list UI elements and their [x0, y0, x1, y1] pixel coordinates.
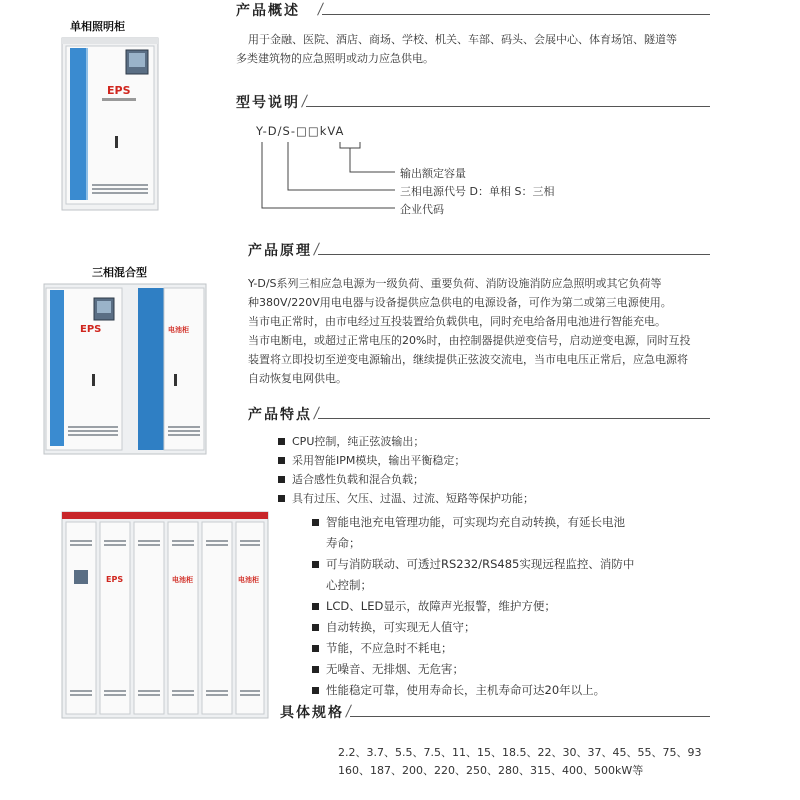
- eps-logo: EPS: [107, 84, 131, 97]
- feature-item: 寿命；: [326, 536, 361, 550]
- battery-cabinet-logo: 电池柜: [172, 576, 193, 584]
- feature-item: 适合感性负载和混合负载；: [276, 470, 534, 489]
- single-phase-cabinet-label: 单相照明柜: [70, 20, 125, 33]
- feature-item: 心控制；: [326, 578, 372, 592]
- battery-cabinet-logo: 电池柜: [168, 326, 189, 334]
- battery-cabinet-logo: 电池柜: [238, 576, 259, 584]
- single-phase-cabinet-image: [60, 36, 160, 212]
- model-item-capacity: 输出额定容量: [400, 167, 466, 180]
- overview-line-1: 用于金融、医院、酒店、商场、学校、机关、车部、码头、会展中心、体育场馆、隧道等: [248, 33, 677, 46]
- feature-item: LCD、LED显示，故障声光报警，维护方便；: [310, 596, 634, 617]
- principle-line: 当市电断电，或超过正常电压的20%时，由控制器提供逆变信号，启动逆变电源，同时互投: [248, 334, 691, 347]
- eps-logo: EPS: [106, 575, 124, 584]
- multi-cabinet-image: [60, 510, 270, 720]
- model-bracket-lines: [250, 140, 400, 215]
- principle-title: 产品原理: [248, 243, 312, 259]
- overview-line-2: 多类建筑物的应急照明或动力应急供电。: [236, 52, 434, 65]
- eps-logo: EPS: [80, 324, 102, 335]
- three-phase-cabinet-image: [42, 282, 210, 458]
- feature-item: 节能，不应急时不耗电；: [310, 638, 634, 659]
- features-list-2: [310, 512, 634, 701]
- principle-line: 种380V/220V用电电器与设备提供应急供电的电源设备，可作为第二或第三电源使用。: [248, 296, 672, 309]
- three-phase-cabinet-label: 三相混合型: [92, 266, 147, 279]
- model-code: Y-D/S-□□kVA: [256, 124, 345, 138]
- principle-line: 当市电正常时，由市电经过互投装置给负载供电，同时充电给备用电池进行智能充电。: [248, 315, 666, 328]
- specs-line-1: 2.2、3.7、5.5、7.5、11、15、18.5、22、30、37、45、55、75、93: [338, 746, 702, 759]
- principle-text: [248, 274, 690, 388]
- feature-item: 无噪音、无排烟、无危害；: [310, 659, 634, 680]
- specs-title: 具体规格: [280, 705, 344, 721]
- overview-title: 产品概述: [236, 3, 300, 19]
- features-list-1: [276, 432, 534, 508]
- specs-line-2: 160、187、200、220、250、280、315、400、500kW等: [338, 764, 644, 777]
- features-title: 产品特点: [248, 407, 312, 423]
- principle-line: 自动恢复电网供电。: [248, 372, 347, 385]
- model-title: 型号说明: [236, 95, 300, 111]
- feature-item: 智能电池充电管理功能，可实现均充自动转换，有延长电池: [310, 512, 634, 533]
- feature-item: 性能稳定可靠，使用寿命长，主机寿命可达20年以上。: [310, 680, 634, 701]
- principle-line: Y-D/S系列三相应急电源为一级负荷、重要负荷、消防设施消防应急照明或其它负荷等: [248, 277, 662, 290]
- model-item-company: 企业代码: [400, 203, 444, 216]
- feature-item: 可与消防联动、可透过RS232/RS485实现远程监控、消防中: [310, 554, 634, 575]
- feature-item: 采用智能IPM模块，输出平衡稳定；: [276, 451, 534, 470]
- feature-item: 自动转换，可实现无人值守；: [310, 617, 634, 638]
- feature-item: 具有过压、欠压、过温、过流、短路等保护功能；: [276, 489, 534, 508]
- model-item-phase: 三相电源代号 D：单相 S：三相: [400, 185, 555, 198]
- principle-line: 装置将立即投切至逆变电源输出，继续提供正弦波交流电，当市电电压正常后，应急电源将: [248, 353, 688, 366]
- feature-item: CPU控制，纯正弦波输出；: [276, 432, 534, 451]
